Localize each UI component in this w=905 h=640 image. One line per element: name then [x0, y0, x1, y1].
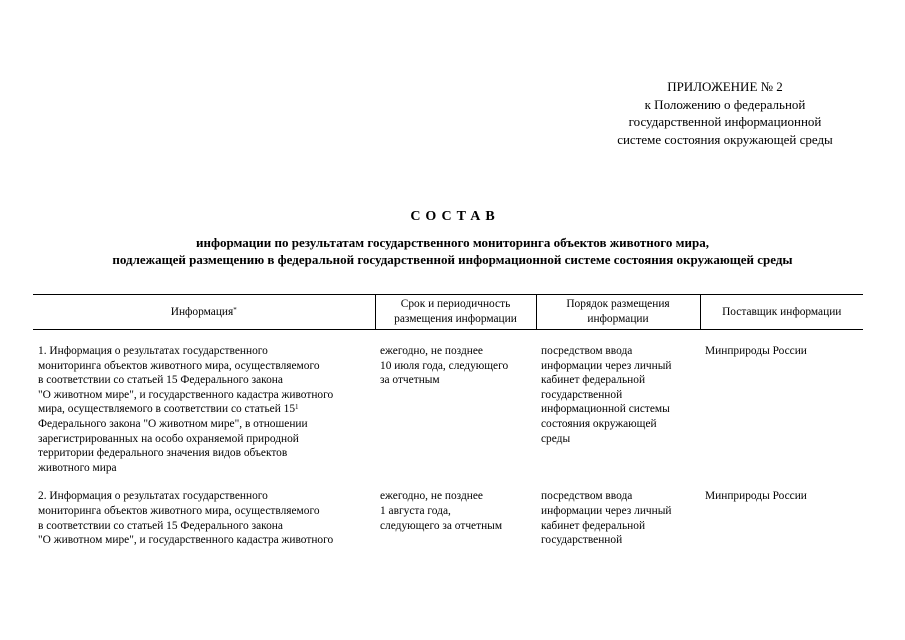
- appendix-line: системе состояния окружающей среды: [617, 131, 833, 147]
- table-header-row: [33, 295, 863, 330]
- cell-line: 2. Информация о результатах государственного: [38, 490, 268, 503]
- cell-line: в соответствии со статьей 15 Федерального закона: [38, 519, 283, 532]
- cell-line: Федерального закона "О животном мире", в отношении: [38, 417, 308, 430]
- cell-line: ежегодно, не позднее: [380, 345, 483, 357]
- cell-line-text: мира, осуществляемого в соответствии со статьей 15: [38, 403, 296, 416]
- cell-line: следующего за отчетным: [380, 519, 503, 532]
- cell-provider: [700, 489, 863, 547]
- cell-provider: [700, 344, 863, 475]
- cell-line: информации через личный: [541, 359, 672, 372]
- cell-order: [536, 344, 700, 475]
- cell-info: [33, 489, 375, 547]
- subtitle-line: информации по результатам государственного мониторинга объектов животного мира,: [196, 235, 709, 250]
- cell-line: за отчетным: [380, 374, 440, 387]
- cell-line: информации через личный: [541, 504, 672, 517]
- cell-line: среды: [541, 432, 571, 445]
- header-provider: Поставщик информации: [700, 295, 863, 330]
- cell-line: территории федерального значения видов объектов: [38, 447, 288, 460]
- cell-line: кабинет федеральной: [541, 374, 646, 387]
- appendix-line: к Положению о федеральной: [644, 96, 806, 112]
- table-row: [33, 489, 863, 547]
- appendix-line: ПРИЛОЖЕНИЕ № 2: [667, 79, 783, 94]
- cell-line: 10 июля года, следующего: [380, 359, 509, 372]
- cell-line: состояния окружающей: [541, 417, 657, 430]
- cell-line: государственной: [541, 534, 623, 547]
- header-info: [33, 295, 375, 330]
- cell-line: мониторинга объектов животного мира, осуществляемого: [38, 359, 320, 372]
- cell-line: мониторинга объектов животного мира, осуществляемого: [38, 504, 320, 517]
- header-period-line: размещения информации: [394, 313, 517, 325]
- cell-line: в соответствии со статьей 15 Федерального закона: [38, 374, 283, 387]
- cell-line: зарегистрированных на особо охраняемой природной: [38, 432, 299, 445]
- cell-line: кабинет федеральной: [541, 519, 646, 532]
- document-subtitle: [0, 234, 905, 268]
- cell-info: [33, 344, 375, 475]
- header-order: [536, 295, 700, 330]
- document-title: СОСТАВ: [410, 209, 500, 224]
- info-table-wrapper: [33, 294, 863, 548]
- cell-line: "О животном мире", и государственного кадастра животного: [38, 388, 334, 401]
- subtitle-line: подлежащей размещению в федеральной государственной информационной системе состояния окружающей среды: [112, 252, 793, 267]
- appendix-header: [560, 78, 890, 148]
- cell-line: животного мира: [38, 461, 117, 474]
- header-period-line: Срок и периодичность: [400, 298, 511, 311]
- cell-period: [375, 489, 536, 547]
- cell-line: Минприроды России: [705, 490, 807, 503]
- cell-line: Минприроды России: [705, 345, 807, 357]
- header-period: [375, 295, 536, 330]
- header-order-line: Порядок размещения: [566, 298, 670, 311]
- cell-line: информационной системы: [541, 403, 670, 416]
- footnote-mark: 1: [295, 403, 299, 412]
- cell-line: посредством ввода: [541, 345, 633, 357]
- cell-line: государственной: [541, 388, 623, 401]
- cell-line: 1. Информация о результатах государственного: [38, 345, 268, 357]
- header-order-line: информации: [587, 313, 649, 325]
- cell-line: [38, 402, 371, 417]
- cell-line: ежегодно, не позднее: [380, 490, 483, 503]
- table-row: [33, 344, 863, 475]
- appendix-line: государственной информационной: [628, 114, 822, 129]
- cell-period: [375, 344, 536, 475]
- info-table: [33, 294, 863, 548]
- header-info-label: Информация: [170, 305, 234, 318]
- cell-line: 1 августа года,: [380, 504, 451, 517]
- header-info-mark: *: [233, 305, 237, 314]
- document-title-block: [0, 208, 905, 268]
- cell-line: посредством ввода: [541, 490, 633, 503]
- cell-line: "О животном мире", и государственного кадастра животного: [38, 534, 334, 547]
- cell-order: [536, 489, 700, 547]
